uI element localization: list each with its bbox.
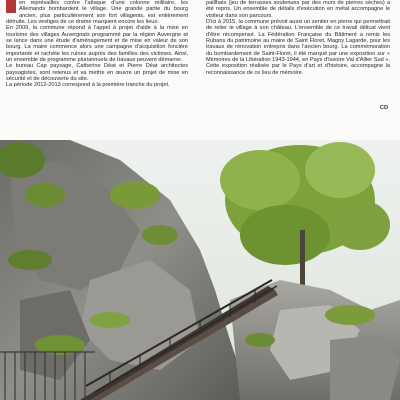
paragraph: D'ici à 2015, la commune prévoit aussi un sentier en pierre qui permettrait de relier le village à son château. L'ensemble de ce travail délicat vient d'être récompensé. La Fédération Française du Bâtiment a remis les Rubans du patrimoine au maire de Saint Floret, Magny Lagarde, pour les travaux de rénovation entrepris dans l'ancien bourg. La commémoration du bombardement de Saint-Floret, il été marqué par une exposition sur « Mémoires de la Libération 1943-1944, en Pays d'Issoire Val d'Allier Sud ». Cette exposition réalisée par le Pays d'art et d'histoire, accompagne la reconnaissance de ce lieu de mémoire. [206, 19, 390, 76]
cliff-staircase-photo [0, 140, 400, 400]
paragraph: Le bureau Cap paysage, Catherine Déat et Pierre Déat architectes paysagistes, sont retenus et va mettre en œuvre un projet de mise en sécurité et de découverte du site. [6, 63, 188, 83]
left-column [6, 0, 188, 89]
paragraph: en représailles contre l'attaque d'une colonne militaire, les Allemands bombardent le village. Une grande partie du bourg ancien, plus particulièrement son fort villageois, est entièrement détruite. Les vestiges de ce drame marquent encore les lieux. [6, 0, 188, 26]
paragraph: La période 2012-2013 correspond à la première tranche du projet. [6, 82, 170, 89]
paragraph: En 2009, la commune répond à l'appel à projet d'aide à la mise en tourisme des villages Auvergnats programmé par la région Auvergne et se lance dans une étude d'aménagement et de mise en valeur de son bourg. La maire commence alors une campagne d'acquisition foncière importante et rachète les ruines auprès des familles des victimes. Ainsi, un ensemble de programme pluriannuels de travaux peuvent démarrer. [6, 25, 188, 64]
paragraph: paillhats (jeu de terrasses soutenues par des murs de pierres sèches) a été repris. Un ensemble de détails d'exécution en métal accompagne le visiteur dans son parcours. [206, 0, 390, 19]
author-signature: CD [379, 105, 388, 111]
drop-cap-block [6, 0, 16, 13]
article-text [0, 0, 400, 140]
right-column [206, 0, 390, 76]
